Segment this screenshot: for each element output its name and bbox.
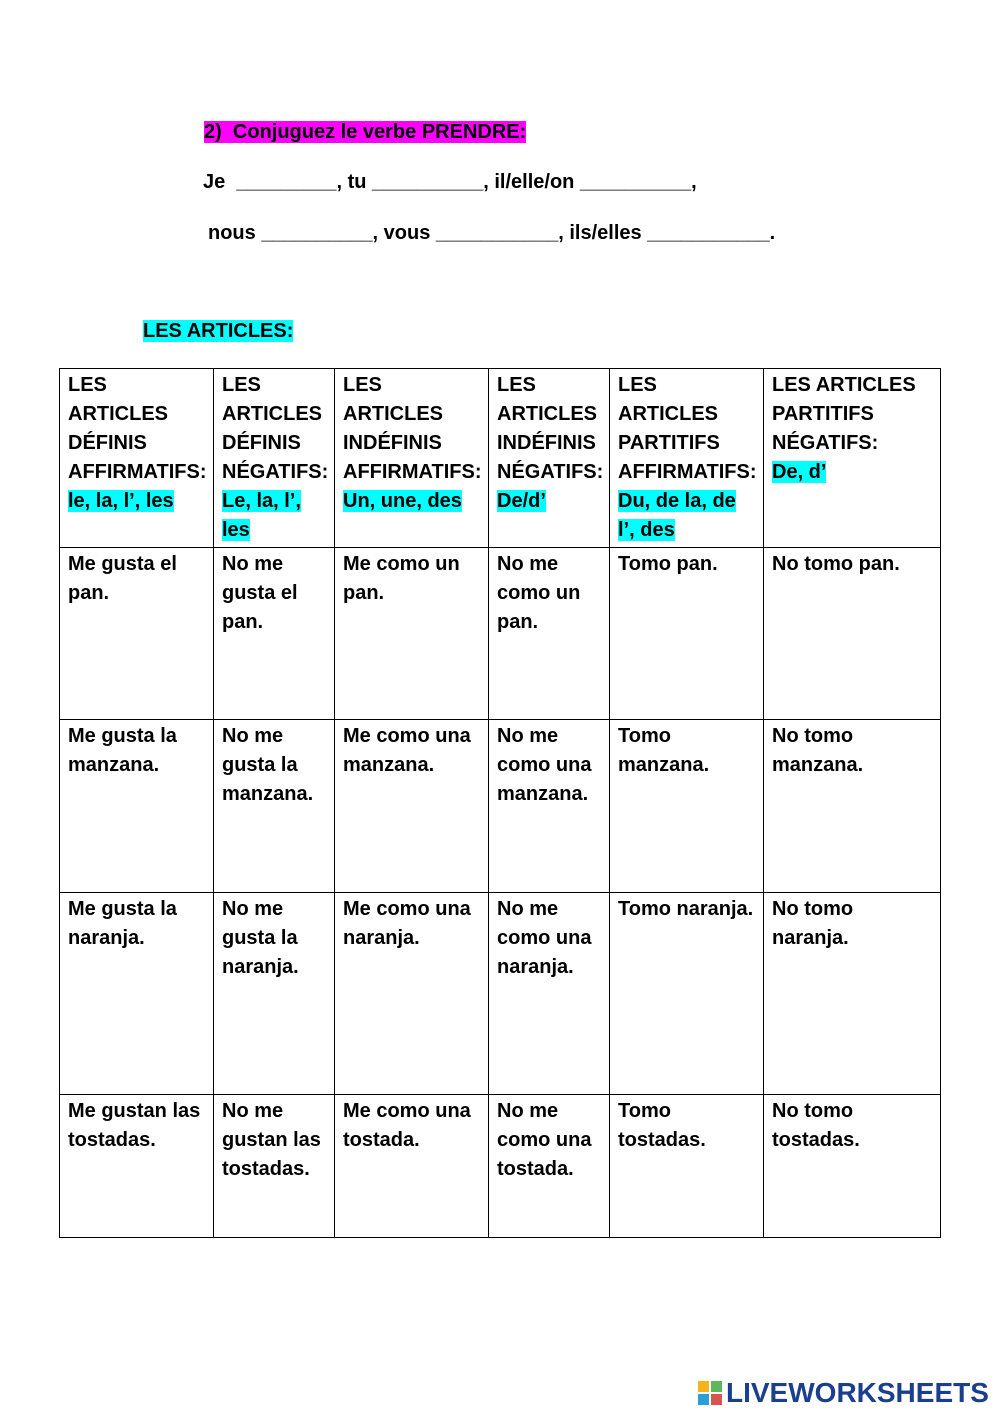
table-cell: Me gusta el pan. xyxy=(60,548,214,720)
header-examples: Du, de la, de l’, des xyxy=(618,490,736,541)
table-cell: No me gustan las tostadas. xyxy=(214,1095,335,1238)
table-cell: Me como un pan. xyxy=(335,548,489,720)
table-cell: No me como una tostada. xyxy=(489,1095,610,1238)
table-row xyxy=(60,1095,941,1238)
header-examples: De, d’ xyxy=(772,461,827,483)
table-cell: Tomo manzana. xyxy=(610,720,764,893)
header-cell: LES ARTICLES DÉFINIS NÉGATIFS: Le, la, l’, les xyxy=(214,369,335,548)
articles-heading: LES ARTICLES: xyxy=(143,320,294,342)
header-examples: le, la, l’, les xyxy=(68,490,174,512)
table-cell: No me como un pan. xyxy=(489,548,610,720)
header-cell: LES ARTICLES PARTITIFS NÉGATIFS: De, d’ xyxy=(764,369,941,548)
table-cell: No tomo pan. xyxy=(764,548,941,720)
table-cell: No me gusta el pan. xyxy=(214,548,335,720)
table-cell: No me como una naranja. xyxy=(489,893,610,1095)
exercise-title: 2) Conjuguez le verbe PRENDRE: xyxy=(204,121,527,143)
header-cell: LES ARTICLES DÉFINIS AFFIRMATIFS: le, la, l’, les xyxy=(60,369,214,548)
table-cell: Me como una manzana. xyxy=(335,720,489,893)
table-row xyxy=(60,548,941,720)
table-cell: Tomo pan. xyxy=(610,548,764,720)
table-cell: Me como una naranja. xyxy=(335,893,489,1095)
conjugation-line-1: Je _________, tu __________, il/elle/on __________, xyxy=(203,171,697,193)
table-cell: No me gusta la manzana. xyxy=(214,720,335,893)
header-cell: LES ARTICLES INDÉFINIS NÉGATIFS: De/d’ xyxy=(489,369,610,548)
table-cell: Me gusta la manzana. xyxy=(60,720,214,893)
table-header-row xyxy=(60,369,941,548)
table-cell: Me gustan las tostadas. xyxy=(60,1095,214,1238)
liveworksheets-logo xyxy=(698,1378,989,1408)
header-examples: De/d’ xyxy=(497,490,546,512)
header-examples: Le, la, l’, les xyxy=(222,490,301,541)
table-cell: No me como una manzana. xyxy=(489,720,610,893)
table-cell: No me gusta la naranja. xyxy=(214,893,335,1095)
table-cell: Tomo tostadas. xyxy=(610,1095,764,1238)
table-cell: No tomo tostadas. xyxy=(764,1095,941,1238)
table-row xyxy=(60,893,941,1095)
table-cell: No tomo manzana. xyxy=(764,720,941,893)
table-cell: No tomo naranja. xyxy=(764,893,941,1095)
liveworksheets-logo-icon xyxy=(698,1381,722,1405)
table-cell: Me como una tostada. xyxy=(335,1095,489,1238)
table-row xyxy=(60,720,941,893)
logo-text: LIVEWORKSHEETS xyxy=(726,1377,989,1408)
table-cell: Me gusta la naranja. xyxy=(60,893,214,1095)
header-examples: Un, une, des xyxy=(343,490,462,512)
table-cell: Tomo naranja. xyxy=(610,893,764,1095)
header-cell: LES ARTICLES INDÉFINIS AFFIRMATIFS: Un, une, des xyxy=(335,369,489,548)
header-cell: LES ARTICLES PARTITIFS AFFIRMATIFS: Du, de la, de l’, des xyxy=(610,369,764,548)
articles-table xyxy=(59,368,941,1238)
conjugation-line-2: nous __________, vous ___________, ils/elles ___________. xyxy=(208,222,776,244)
